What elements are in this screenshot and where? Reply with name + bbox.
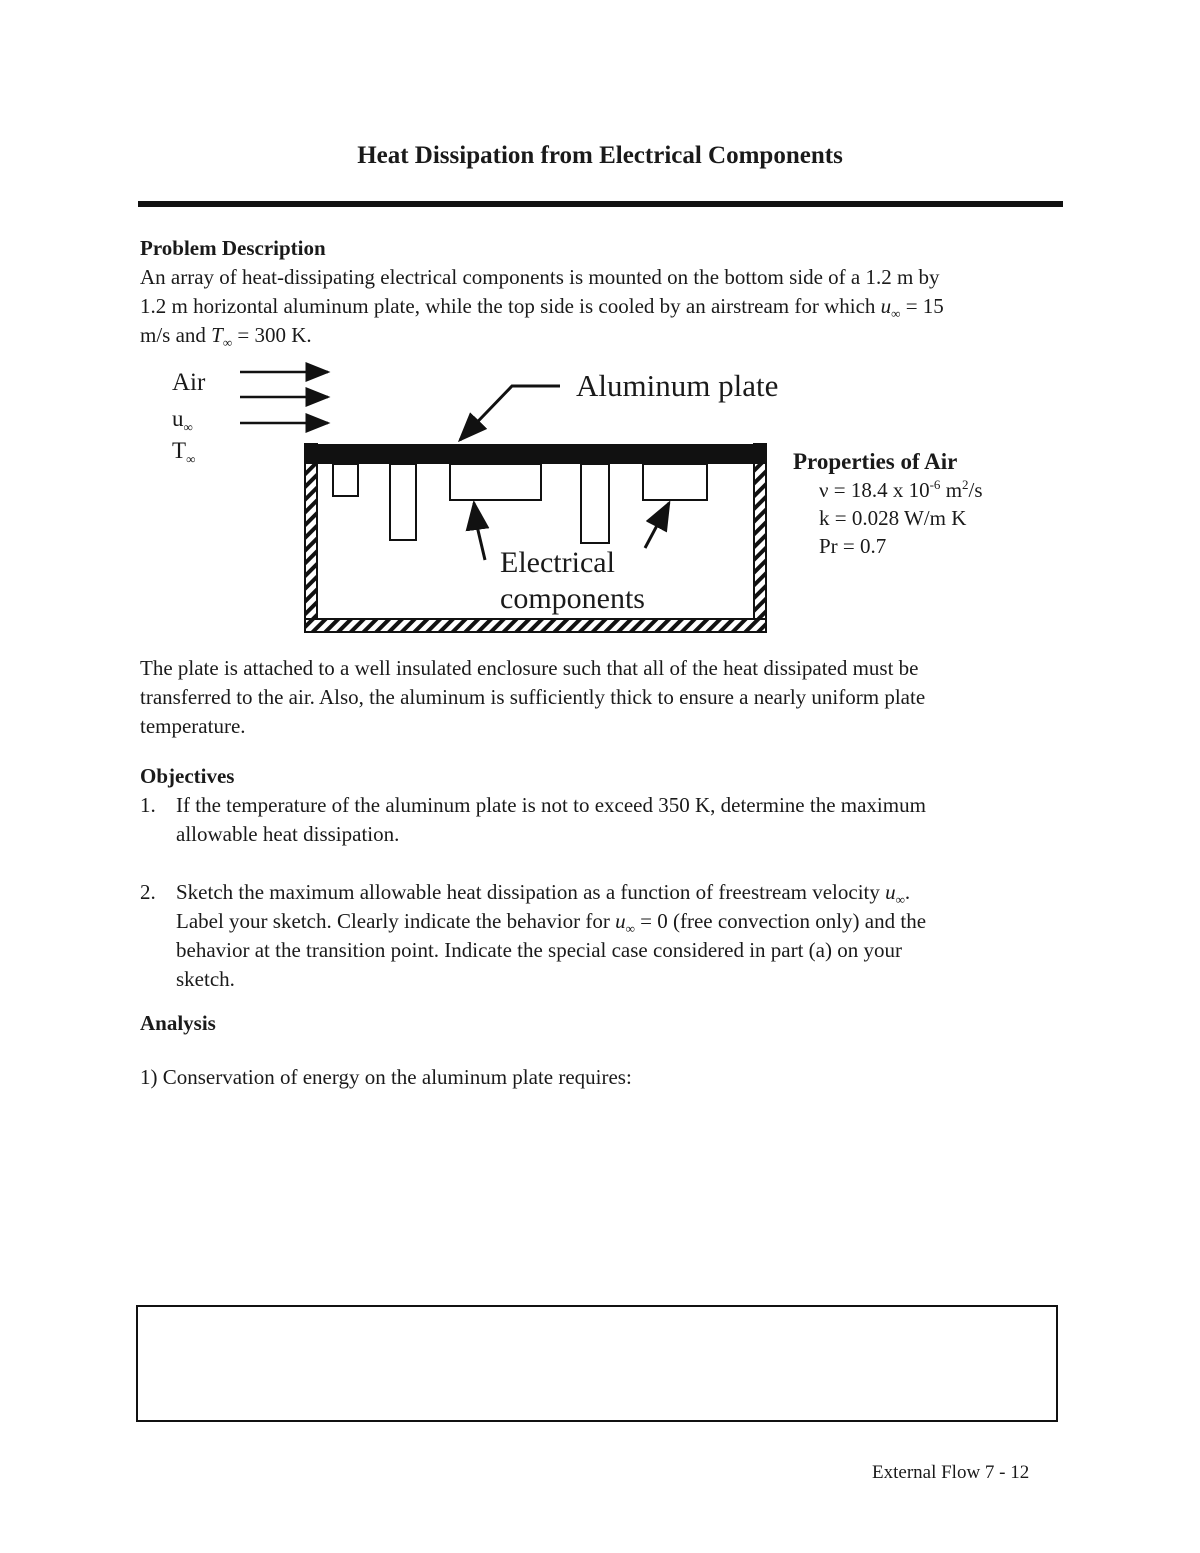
objective-item-1: 1. If the temperature of the aluminum plate is not to exceed 350 K, determine the maximum allowable heat dissipation. xyxy=(140,793,926,846)
components-leader-line xyxy=(474,503,485,560)
aluminum-plate-label: Aluminum plate xyxy=(576,368,779,403)
problem-line-1: An array of heat-dissipating electrical components is mounted on the bottom side of a 1.2 m by xyxy=(140,265,940,289)
problem-line-2: 1.2 m horizontal aluminum plate, while the top side is cooled by an airstream for which $u_\infty = 15$ xyxy=(140,294,944,322)
problem-heading: Problem Description xyxy=(140,236,326,260)
enclosure-bottom-wall xyxy=(305,619,766,632)
enclosure-paragraph: The plate is attached to a well insulated enclosure such that all of the heat dissipated must be transferred to the air. Also, the aluminum is sufficiently thick to ensure a nearly uniform plate temperature. xyxy=(140,656,926,738)
property-viscosity: ν = 18.4 x $10^{-6}$ $m^2/s$ xyxy=(819,477,983,502)
components-leader-line xyxy=(645,503,669,548)
plate-leader-line xyxy=(460,386,560,440)
electrical-component xyxy=(390,464,416,540)
page-title: Heat Dissipation from Electrical Components xyxy=(357,142,843,169)
electrical-components-label: Electrical components xyxy=(500,546,645,615)
property-conductivity: k = 0.028 W/m K xyxy=(819,506,967,530)
air-label: Air xyxy=(172,369,206,396)
u-infinity-label: $u_\infty$ xyxy=(172,406,193,435)
electrical-component xyxy=(643,464,707,500)
page-footer: External Flow 7 - 12 xyxy=(872,1462,1030,1483)
analysis-heading: Analysis xyxy=(140,1011,216,1035)
aluminum-plate xyxy=(305,444,766,464)
answer-box[interactable] xyxy=(136,1305,1058,1422)
property-prandtl: Pr = 0.7 xyxy=(819,534,887,558)
electrical-component xyxy=(333,464,358,496)
t-infinity-label: $T_\infty$ xyxy=(172,438,196,467)
enclosure-left-wall xyxy=(305,444,317,632)
objectives-section xyxy=(140,762,1065,994)
objectives-heading: Objectives xyxy=(140,764,235,788)
problem-line-3: m/s and $T_\infty = 300$ K. xyxy=(140,323,312,351)
air-properties xyxy=(793,448,983,560)
electrical-component xyxy=(450,464,541,500)
analysis-step-1: 1) Conservation of energy on the aluminum plate requires: xyxy=(140,1065,632,1089)
enclosure-right-wall xyxy=(754,444,766,632)
electrical-component xyxy=(581,464,609,543)
objective-item-2: 2. Sketch the maximum allowable heat dissipation as a function of freestream velocity $u_\infty$. Label your sketch. Clearly indicate the behavior for $u_\infty = 0$ (free convection only) and the behavior at the transition point. Indicate the special case considered in part (a) on your sketch. xyxy=(140,880,927,991)
properties-title: Properties of Air xyxy=(793,449,958,474)
